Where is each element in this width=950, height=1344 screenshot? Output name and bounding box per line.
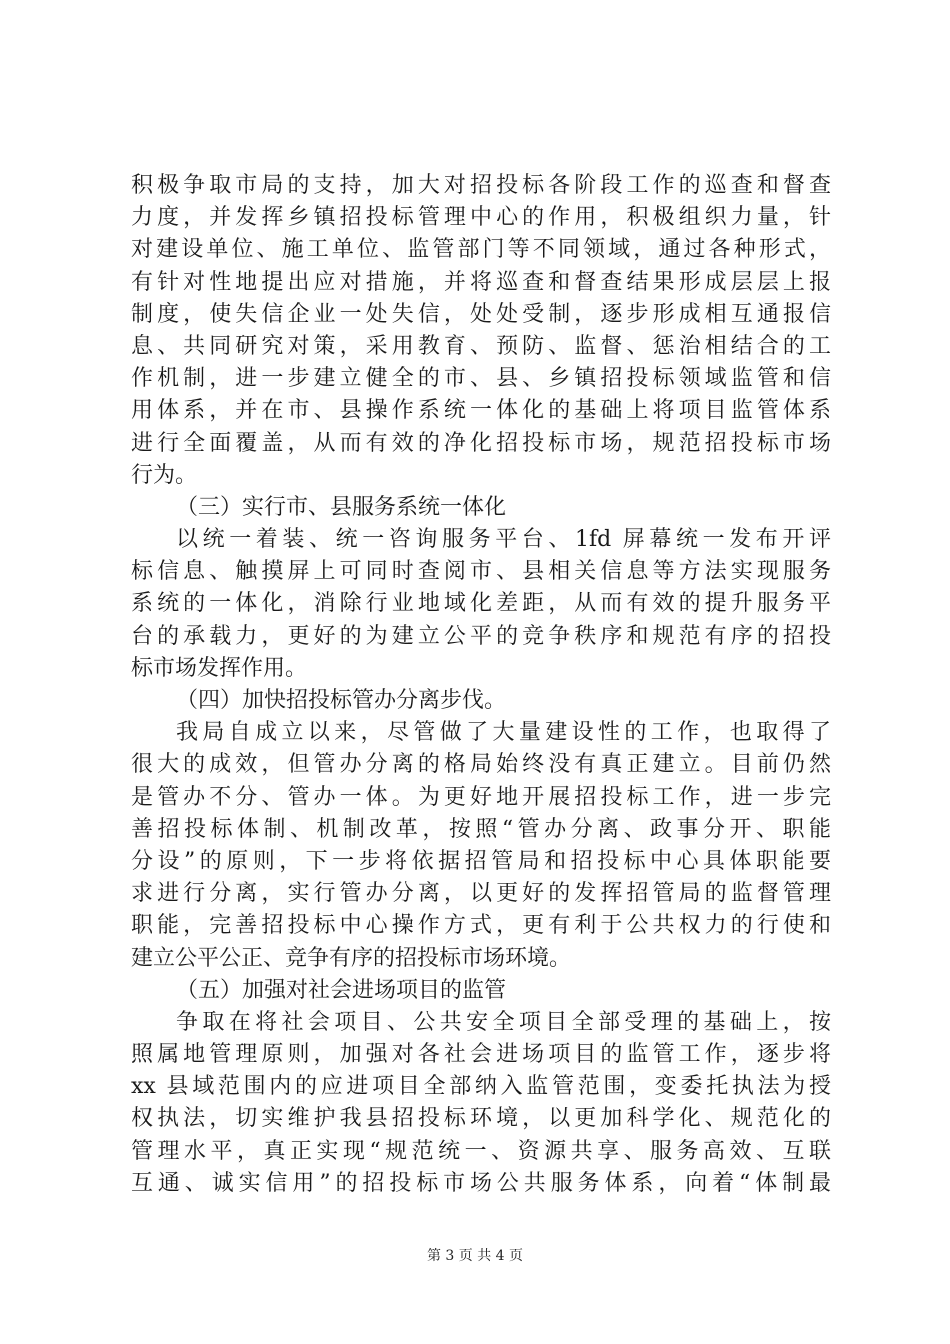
body-line: 作机制，进一步建立健全的市、县、乡镇招投标领域监管和信 <box>131 366 831 392</box>
body-line: 对建设单位、施工单位、监管部门等不同领域，通过各种形式， <box>131 237 831 263</box>
body-line: 行为。 <box>131 462 198 488</box>
body-line: 很大的成效，但管办分离的格局始终没有真正建立。目前仍然 <box>131 752 831 778</box>
body-line: 积极争取市局的支持，加大对招投标各阶段工作的巡查和督查 <box>131 173 831 198</box>
body-line: 职能，完善招投标中心操作方式，更有利于公共权力的行使和 <box>131 913 831 939</box>
body-line: 照属地管理原则，加强对各社会进场项目的监管工作，逐步将 <box>131 1042 831 1068</box>
section-heading: （五）加强对社会进场项目的监管 <box>176 977 507 1003</box>
body-line: 权执法，切实维护我县招投标环境，以更加科学化、规范化的 <box>131 1106 831 1132</box>
body-line: 是管办不分、管办一体。为更好地开展招投标工作，进一步完 <box>131 784 831 810</box>
body-line: 用体系，并在市、县操作系统一体化的基础上将项目监管体系 <box>131 398 831 424</box>
body-line: 进行全面覆盖，从而有效的净化招投标市场，规范招投标市场 <box>131 430 831 456</box>
document-body <box>131 170 831 1200</box>
body-line: 争取在将社会项目、公共安全项目全部受理的基础上，按 <box>176 1009 831 1035</box>
body-line: 建立公平公正、竞争有序的招投标市场环境。 <box>131 945 572 971</box>
body-line: 标信息、触摸屏上可同时查阅市、县相关信息等方法实现服务 <box>131 559 831 585</box>
body-line: 我局自成立以来，尽管做了大量建设性的工作，也取得了 <box>176 720 831 746</box>
body-line: 以统一着装、统一咨询服务平台、1fd 屏幕统一发布开评 <box>176 527 831 553</box>
body-line: 求进行分离，实行管办分离，以更好的发挥招管局的监督管理 <box>131 881 831 907</box>
body-line: 制度，使失信企业一处失信，处处受制，逐步形成相互通报信 <box>131 301 831 327</box>
page-footer <box>0 1245 950 1265</box>
body-line: 有针对性地提出应对措施，并将巡查和督查结果形成层层上报 <box>131 269 831 295</box>
body-line: 台的承载力，更好的为建立公平的竞争秩序和规范有序的招投 <box>131 623 831 649</box>
body-line: 管理水平，真正实现“规范统一、资源共享、服务高效、互联 <box>131 1138 831 1164</box>
body-line: 互通、诚实信用”的招投标市场公共服务体系，向着“体制最 <box>131 1170 831 1196</box>
section-heading: （三）实行市、县服务系统一体化 <box>176 494 507 520</box>
body-line: xx 县域范围内的应进项目全部纳入监管范围，变委托执法为授 <box>131 1074 831 1100</box>
body-line: 系统的一体化，消除行业地域化差距，从而有效的提升服务平 <box>131 591 831 617</box>
body-line: 善招投标体制、机制改革，按照“管办分离、政事分开、职能 <box>131 816 831 842</box>
body-line: 分设”的原则，下一步将依据招管局和招投标中心具体职能要 <box>131 848 831 874</box>
body-line: 标市场发挥作用。 <box>131 655 308 681</box>
page-number-label: 第 3 页 共 4 页 <box>426 1248 524 1264</box>
section-heading: （四）加快招投标管办分离步伐。 <box>176 688 507 713</box>
body-line: 力度，并发挥乡镇招投标管理中心的作用，积极组织力量，针 <box>131 205 831 231</box>
body-line: 息、共同研究对策，采用教育、预防、监督、惩治相结合的工 <box>131 333 831 359</box>
